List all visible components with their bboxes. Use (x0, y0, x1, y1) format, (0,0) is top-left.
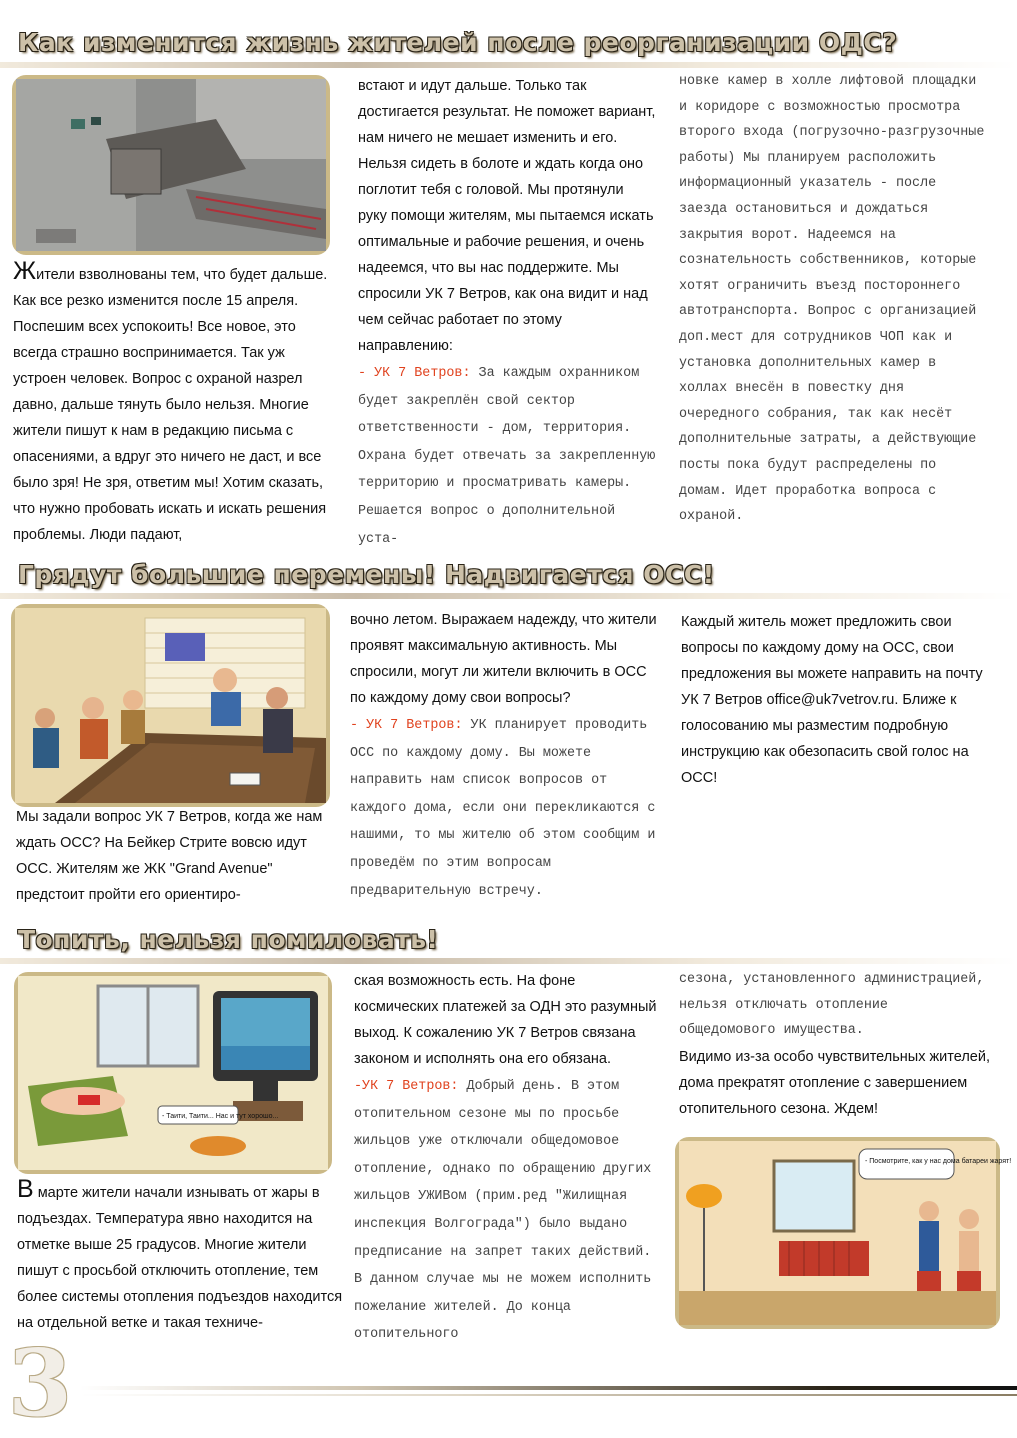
footer-rule-secondary (80, 1394, 1017, 1396)
section1-rule (0, 62, 1017, 68)
section1-col3-text: новке камер в холле лифтовой площадки и коридоре с возможностью просмотра второго входа (погрузочно-разгрузочные работы) Мы планируем расположить информационный указатель - после заезда остановиться и дождаться закрытия ворот. Надеемся на сознательность собственников, которые хотят ограничить въезд постороннего автотранспорта. Вопрос с организацией доп.мест для сотрудников ЧОП как и установка дополнительных камер в холлах внесён в повестку дня очередного собрания, так как несёт дополнительные затраты, а действующие посты пока будут распределены по домам. Идет проработка вопроса с охраной. (679, 74, 985, 525)
section3-col2-body: ская возможность есть. На фоне космических платежей за ОДН это разумный выход. К сожалению УК 7 Ветров связана законом и исполнять она его обязана. (354, 973, 657, 1067)
radiator-cartoon (675, 1137, 1012, 1329)
section3-drop-cap: В (17, 1175, 34, 1203)
section2-col2-text (350, 607, 660, 904)
section1-col1-text (13, 257, 333, 548)
section2-col2-body: вочно летом. Выражаем надежду, что жители проявят максимальную активность. Мы спросили, могут ли жители включить в ОСС по каждому дому свои вопросы? (350, 612, 657, 706)
footer-rule (80, 1386, 1017, 1390)
section3-rule (0, 958, 1017, 964)
section2-col1-text: Мы задали вопрос УК 7 Ветров, когда же нам ждать ОСС? На Бейкер Стрите вовсю идут ОСС. Жителям же ЖК "Grand Avenue" предстоит пройти его ориентиро- (16, 809, 323, 903)
tahiti-illustration (18, 976, 328, 1170)
section2-rule (0, 593, 1017, 599)
section2-col2-label: - УК 7 Ветров: (350, 718, 463, 733)
section2-col3-text: Каждый житель может предложить свои вопросы по каждому дому на ОСС, свои предложения вы можете направить на почту УК 7 Ветров office@uk7vetrov.ru. Ближе к голосованию мы разместим подробную инструкцию как обезопасить свой голос на ОСС! (681, 614, 983, 786)
section1-col2-label: - УК 7 Ветров: (358, 366, 471, 381)
meeting-illustration (15, 608, 326, 803)
security-camera-photo (12, 75, 330, 255)
section3-col3-answer: сезона, установленного администрацией, нельзя отключать отопление общедомового имущества. (679, 972, 985, 1039)
tahiti-cartoon (14, 972, 332, 1174)
section3-heading: Топить, нельзя помиловать! (18, 925, 439, 954)
section2-heading: Грядут большие перемены! Надвигается ОСС! (18, 560, 715, 589)
section1-col2-answer: За каждым охранником будет закреплён свой сектор ответственности - дом, территория. Охрана будет отвечать за закрепленную территорию и просматривать камеры. Решается вопрос о дополнительной уста- (358, 366, 656, 547)
meeting-cartoon (11, 604, 330, 807)
tahiti-bubble: - Таити, Таити... Нас и тут хорошо... (162, 1113, 279, 1120)
section3-col1-text (17, 1175, 347, 1336)
section3-col2-answer: Добрый день. В этом отопительном сезоне мы по просьбе жильцов уже отключали общедомовое отопление, однако по обращению других жильцов УЖИВом (прим.ред "Жилищная инспекция Волгограда") было выдано предписание на запрет таких действий. В данном случае мы не можем исполнить пожелание жителей. До конца отопительного (354, 1079, 652, 1343)
page-number: 3 (8, 1329, 73, 1437)
section3-col2-text (354, 968, 660, 1348)
section1-heading: Как изменится жизнь жителей после реорганизации ОДС? (18, 28, 898, 57)
section3-col1-body: марте жители начали изнывать от жары в подъездах. Температура явно находится на отметке выше 25 градусов. Многие жители пишут с просьбой отключить отопление, тем более системы отопления подъездов находится на отдельной ветке и такая техниче- (17, 1185, 343, 1331)
parking-lot-image (16, 79, 326, 251)
section1-col2-text (358, 73, 656, 552)
section3-col2-label: -УК 7 Ветров: (354, 1079, 459, 1094)
section3-col3-body: Видимо из-за особо чувствительных жителей, дома прекратят отопление с завершением отопительного сезона. Ждем! (679, 1048, 990, 1117)
section2-col2-answer: УК планирует проводить ОСС по каждому дому. Вы можете направить нам список вопросов от каждого дома, если они перекликаются с нашими, то мы жителю об этом сообщим и проведём по этим вопросам предварительную встречу. (350, 718, 656, 899)
section1-drop-cap: Ж (13, 257, 37, 285)
radiator-illustration (679, 1141, 1012, 1325)
section1-col1-body: ители взволнованы тем, что будет дальше. Как все резко изменится после 15 апреля. Поспешим всех успокоить! Все новое, это всегда страшно воспринимается. Так уж устроен человек. Вопрос с охраной назрел давно, дальше тянуть было нельзя. Многие жители пишут к нам в редакцию письма с опасениями, а вдруг это ничего не даст, и все было зря! Не зря, ответим мы! Хотим сказать, что нужно пробовать искать и искать решения проблемы. Люди падают, (13, 267, 328, 543)
section3-col3-text (679, 967, 991, 1122)
section1-col2-body: встают и идут дальше. Только так достигается результат. Не поможет вариант, нам ничего не мешает изменить и его. Нельзя сидеть в болоте и ждать когда оно поглотит тебя с головой. Мы протянули руку помощи жителям, мы пытаемся искать оптимальные и рабочие решения, и очень надеемся, что вы нас поддержите. Мы спросили УК 7 Ветров, как она видит и над чем сейчас работает по этому направлению: (358, 78, 656, 354)
radiator-bubble: - Посмотрите, как у нас дома батареи жарят! (865, 1158, 1012, 1165)
